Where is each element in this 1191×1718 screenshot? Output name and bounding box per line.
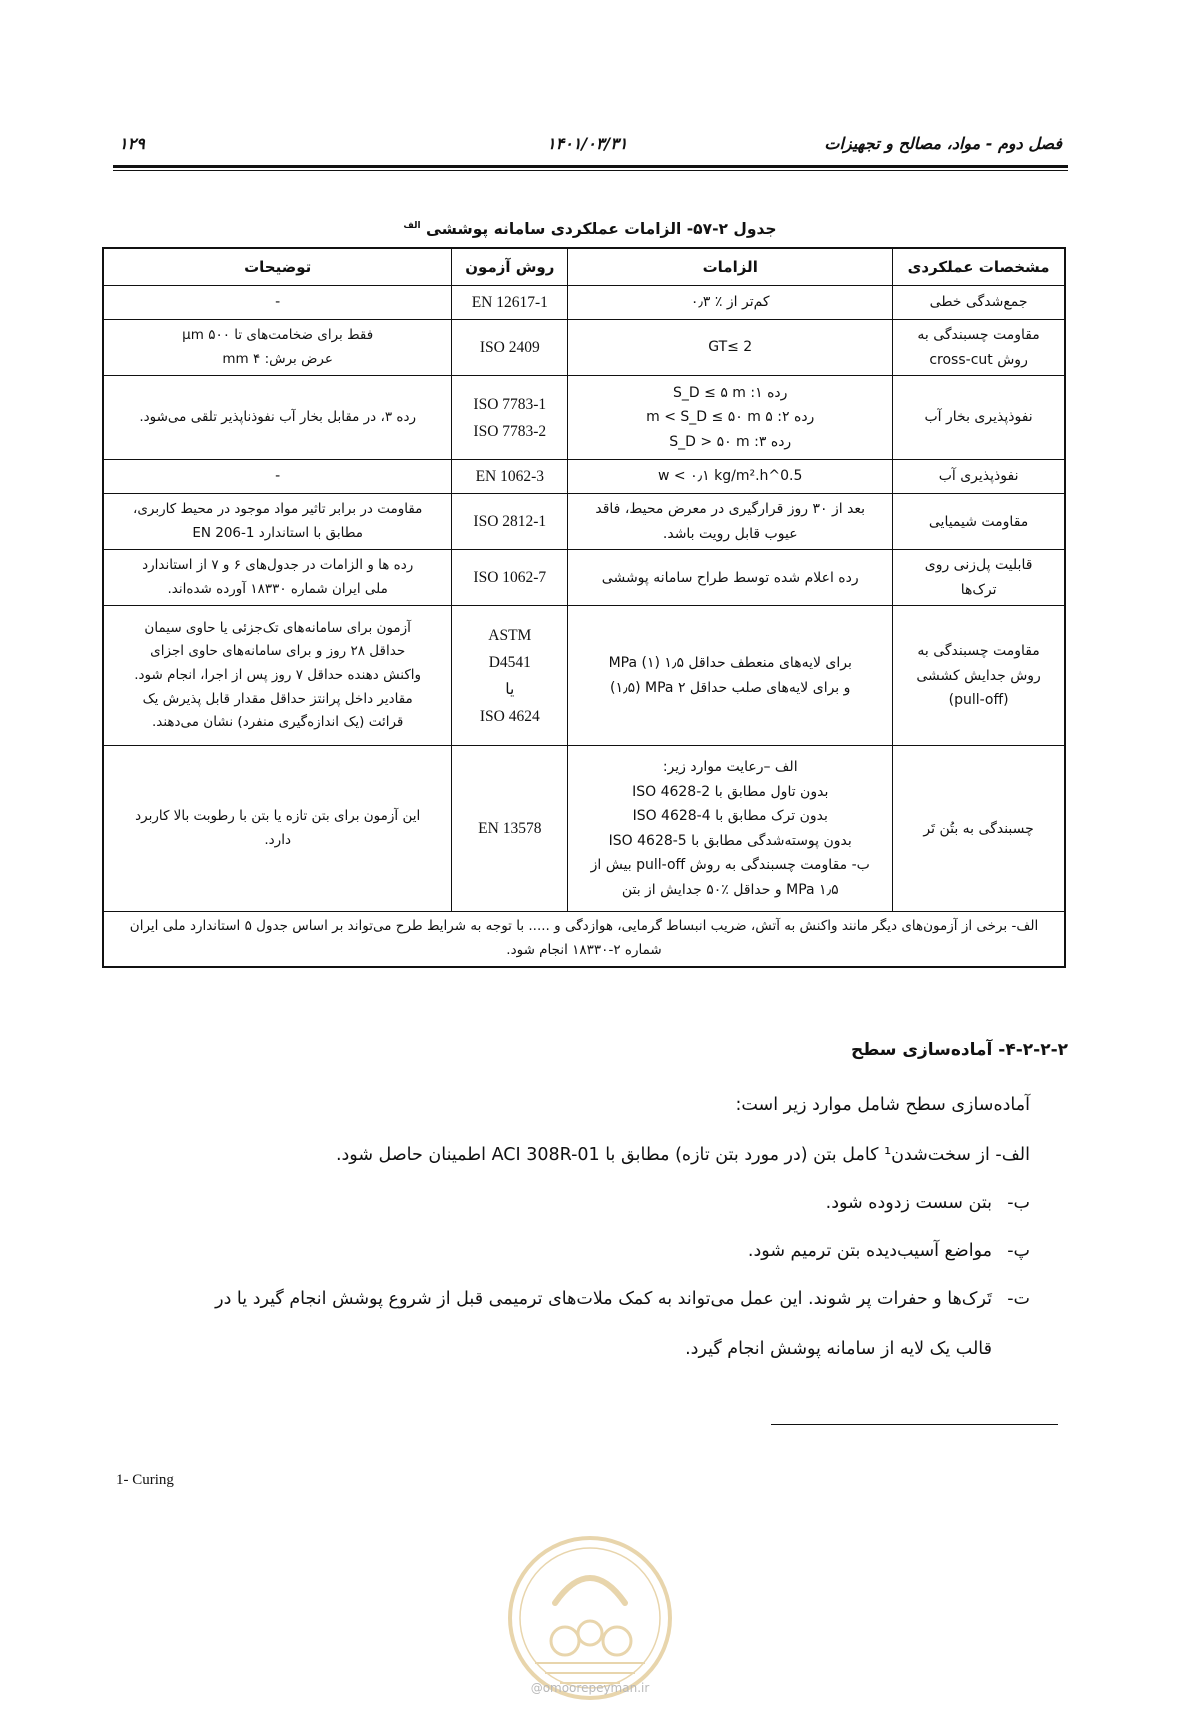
cell-line: - bbox=[275, 468, 281, 485]
cell-line: ب- مقاومت چسبندگی به روش pull-off بیش از bbox=[590, 857, 870, 874]
cell-line: روش cross-cut bbox=[929, 351, 1028, 368]
cell-line: EN 1062-3 bbox=[475, 468, 545, 486]
cell-line: دارد. bbox=[264, 831, 291, 848]
cell-notes bbox=[103, 460, 452, 494]
cell-test-method bbox=[452, 746, 568, 912]
cell-line: آزمون برای سامانه‌های تک‌جزئی یا حاوی سیمان bbox=[144, 619, 411, 636]
cell-notes bbox=[103, 494, 452, 550]
table-row bbox=[103, 494, 1065, 550]
cell-line: ISO 4624 bbox=[479, 707, 540, 725]
cell-line: ملی ایران شماره ۱۸۳۳۰ آورده شده‌اند. bbox=[167, 580, 388, 597]
cell-line: EN 13578 bbox=[478, 820, 542, 838]
list-item-alef: الف- از سخت‌شدن¹ کامل بتن (در مورد بتن تازه) مطابق با ACI 308R-01 اطمینان حاصل شود. bbox=[335, 1145, 1030, 1165]
cell-test-method bbox=[452, 460, 568, 494]
cell-characteristic bbox=[893, 494, 1065, 550]
list-item-text: تَرک‌ها و حفرات پر شوند. این عمل می‌تواند به کمک ملات‌های ترمیمی قبل از شروع پوشش انجام گیرد یا در bbox=[215, 1289, 992, 1309]
table-title-text: جدول ۲-۵۷- الزامات عملکردی سامانه پوششی bbox=[426, 220, 777, 238]
list-marker: ت- bbox=[1007, 1289, 1030, 1309]
cell-line: نفوذپذیری بخار آب bbox=[924, 409, 1033, 426]
cell-characteristic bbox=[893, 286, 1065, 320]
watermark-site: @omoorepeyman.ir bbox=[530, 1681, 650, 1695]
cell-notes bbox=[103, 606, 452, 746]
cell-requirements bbox=[568, 460, 893, 494]
cell-requirements bbox=[568, 606, 893, 746]
cell-line: فقط برای ضخامت‌های تا ۵۰۰ μm bbox=[182, 327, 374, 343]
cell-notes bbox=[103, 320, 452, 376]
cell-line: جمع‌شدگی خطی bbox=[929, 294, 1028, 311]
cell-requirements bbox=[568, 494, 893, 550]
table-row bbox=[103, 460, 1065, 494]
table-footnote: الف- برخی از آزمون‌های دیگر مانند واکنش به آتش، ضریب انبساط گرمایی، هوازدگی و ..... با توجه به شرایط طرح می‌تواند بر اساس جدول ۵ استاندارد ملی ایران شماره ۲-۱۸۳۳۰ انجام شود. bbox=[103, 912, 1065, 967]
table-row bbox=[103, 286, 1065, 320]
list-marker: پ- bbox=[1007, 1241, 1030, 1261]
cell-test-method bbox=[452, 376, 568, 460]
table-row bbox=[103, 606, 1065, 746]
table-row bbox=[103, 746, 1065, 912]
cell-notes bbox=[103, 286, 452, 320]
cell-line: یا bbox=[505, 680, 515, 698]
cell-line: ASTM bbox=[488, 626, 532, 644]
cell-line: مقاومت شیمیایی bbox=[928, 513, 1029, 530]
col-header-characteristic: مشخصات عملکردی bbox=[893, 248, 1065, 286]
cell-requirements bbox=[568, 286, 893, 320]
cell-line: EN 12617-1 bbox=[471, 294, 548, 311]
cell-requirements bbox=[568, 320, 893, 376]
table-row bbox=[103, 376, 1065, 460]
cell-characteristic bbox=[893, 746, 1065, 912]
cell-notes bbox=[103, 746, 452, 912]
cell-line: برای لایه‌های منعطف حداقل ۱٫۵ MPa (۱) bbox=[608, 655, 852, 672]
footnote: 1- Curing bbox=[116, 1472, 174, 1488]
cell-line: نفوذپذیری آب bbox=[938, 468, 1019, 485]
cell-line: این آزمون برای بتن تازه یا بتن با رطوبت بالا کاربرد bbox=[135, 808, 421, 825]
cell-characteristic bbox=[893, 550, 1065, 606]
cell-characteristic bbox=[893, 376, 1065, 460]
cell-test-method bbox=[452, 286, 568, 320]
cell-line: عرض برش: ۴ mm bbox=[222, 350, 333, 367]
cell-line: کم‌تر از ٪ ۰٫۳ bbox=[690, 294, 770, 311]
cell-line: و برای لایه‌های صلب حداقل ۲ MPa (۱٫۵) bbox=[610, 679, 851, 696]
cell-notes bbox=[103, 550, 452, 606]
cell-line: مقاومت چسبندگی به bbox=[917, 643, 1040, 659]
cell-line: D4541 bbox=[488, 653, 531, 671]
table-row bbox=[103, 550, 1065, 606]
cell-characteristic bbox=[893, 606, 1065, 746]
cell-test-method bbox=[452, 550, 568, 606]
cell-line: عیوب قابل رویت باشد. bbox=[662, 525, 798, 542]
cell-line: ISO 7783-1 bbox=[473, 395, 547, 413]
cell-line: - bbox=[275, 294, 281, 311]
cell-requirements bbox=[568, 746, 893, 912]
cell-line: بعد از ۳۰ روز قرارگیری در معرض محیط، فاقد bbox=[595, 501, 866, 518]
header-date: ۱۴۰۱/۰۳/۳۱ bbox=[547, 134, 628, 153]
table-title-footnote-mark: الف bbox=[403, 220, 421, 231]
requirements-table bbox=[102, 247, 1066, 968]
col-header-requirements: الزامات bbox=[568, 248, 893, 286]
page-number: ۱۲۹ bbox=[119, 134, 145, 153]
page-header bbox=[113, 128, 1068, 164]
cell-notes bbox=[103, 376, 452, 460]
cell-line: رده ۱: S_D ≤ ۵ m bbox=[673, 384, 788, 401]
cell-line: ۱٫۵ MPa و حداقل ٪۵۰ جدایش از بتن bbox=[621, 881, 839, 898]
cell-line: الف –رعایت موارد زیر: bbox=[662, 759, 798, 776]
cell-requirements bbox=[568, 376, 893, 460]
cell-line: w < ۰٫۱ kg/m².h^0.5 bbox=[658, 468, 803, 485]
cell-line: رده اعلام شده توسط طراح سامانه پوششی bbox=[601, 569, 859, 586]
cell-line: رده ها و الزامات در جدول‌های ۶ و ۷ از استاندارد bbox=[142, 557, 414, 574]
cell-line: ترک‌ها bbox=[960, 581, 997, 598]
table-row bbox=[103, 320, 1065, 376]
cell-line: ISO 7783-2 bbox=[473, 422, 547, 440]
chapter-title: فصل دوم - مواد، مصالح و تجهیزات bbox=[824, 134, 1062, 153]
header-rule-thin bbox=[113, 170, 1068, 171]
list-item-continuation: قالب یک لایه از سامانه پوشش انجام گیرد. bbox=[685, 1339, 992, 1359]
cell-line: ISO 2409 bbox=[479, 339, 540, 357]
cell-test-method bbox=[452, 320, 568, 376]
cell-line: رده ۲: ۵ m < S_D ≤ ۵۰ m bbox=[646, 409, 815, 426]
cell-line: قابلیت پل‌زنی روی bbox=[924, 557, 1033, 574]
section-intro: آماده‌سازی سطح شامل موارد زیر است: bbox=[735, 1095, 1030, 1115]
cell-line: روش جدایش کششی bbox=[916, 667, 1041, 684]
list-item bbox=[100, 1289, 1030, 1309]
cell-line: مطابق با استاندارد EN 206-1 bbox=[192, 524, 364, 541]
cell-line: بدون پوسته‌شدگی مطابق با ISO 4628-5 bbox=[608, 832, 852, 849]
cell-line: واکنش دهنده حداقل ۷ روز پس از اجرا، انجام شود. bbox=[134, 666, 422, 683]
cell-characteristic bbox=[893, 460, 1065, 494]
cell-line: مقاومت چسبندگی به bbox=[917, 327, 1040, 344]
cell-test-method bbox=[452, 494, 568, 550]
table-header-row bbox=[103, 248, 1065, 286]
cell-line: قرائت (یک اندازه‌گیری منفرد) نشان می‌دهند. bbox=[151, 714, 404, 731]
cell-line: رده ۳: S_D > ۵۰ m bbox=[669, 433, 792, 450]
col-header-test-method: روش آزمون bbox=[452, 248, 568, 286]
cell-line: رده ۳، در مقابل بخار آب نفوذناپذیر تلقی می‌شود. bbox=[139, 408, 417, 425]
footnote-rule bbox=[771, 1424, 1058, 1425]
section-heading: ۴-۲-۲-۲- آماده‌سازی سطح bbox=[850, 1040, 1068, 1060]
list-marker: ب- bbox=[1007, 1193, 1030, 1213]
list-item bbox=[100, 1241, 1030, 1261]
list-item-text: بتن سست زدوده شود. bbox=[825, 1193, 992, 1213]
cell-requirements bbox=[568, 550, 893, 606]
cell-line: ISO 2812-1 bbox=[473, 513, 547, 531]
cell-line: ISO 1062-7 bbox=[473, 569, 547, 587]
cell-test-method bbox=[452, 606, 568, 746]
table-footnote-row bbox=[103, 912, 1065, 967]
cell-line: بدون ترک مطابق با ISO 4628-4 bbox=[632, 808, 828, 825]
cell-line: GT≤ 2 bbox=[708, 339, 753, 356]
cell-line: مقادیر داخل پرانتز حداقل مقدار قابل پذیرش یک bbox=[142, 690, 413, 707]
cell-line: حداقل ۲۸ روز و برای سامانه‌های حاوی اجزای bbox=[150, 643, 406, 660]
header-rule bbox=[113, 165, 1068, 168]
cell-characteristic bbox=[893, 320, 1065, 376]
list-item bbox=[100, 1193, 1030, 1213]
list-item-text: مواضع آسیب‌دیده بتن ترمیم شود. bbox=[747, 1241, 992, 1261]
cell-line: بدون تاول مطابق با ISO 4628-2 bbox=[632, 783, 829, 800]
cell-line: چسبندگی به بتُن تَر bbox=[923, 820, 1034, 837]
table-title bbox=[102, 220, 1078, 238]
cell-line: مقاومت در برابر تاثیر مواد موجود در محیط کاربری، bbox=[132, 501, 423, 518]
col-header-notes: توضیحات bbox=[103, 248, 452, 286]
cell-line: (pull-off) bbox=[948, 692, 1009, 708]
